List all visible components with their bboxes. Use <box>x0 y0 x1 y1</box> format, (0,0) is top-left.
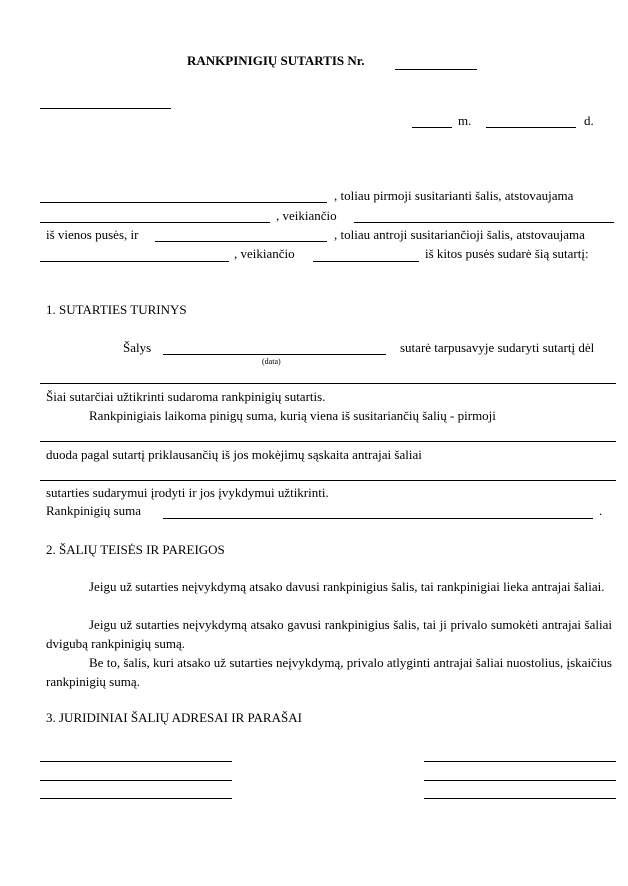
signature-line-left-1[interactable] <box>40 761 232 762</box>
agreement-date-line[interactable] <box>163 354 386 355</box>
second-basis-line[interactable] <box>313 261 419 262</box>
section-1-heading: 1. SUTARTIES TURINYS <box>46 302 187 317</box>
intro-text-3b: , toliau antroji susitariančioji šalis, atstovaujama <box>334 227 585 242</box>
intro-text-1: , toliau pirmoji susitarianti šalis, atstovaujama <box>334 188 574 203</box>
signature-line-left-3[interactable] <box>40 798 232 799</box>
month-line[interactable] <box>412 127 452 128</box>
sutare-text: sutarė tarpusavyje sudaryti sutartį dėl <box>400 340 595 355</box>
place-line[interactable] <box>40 108 171 109</box>
second-representative-line[interactable] <box>40 261 229 262</box>
section-3-heading: 3. JURIDINIAI ŠALIŲ ADRESAI IR PARAŠAI <box>46 710 302 725</box>
section-1-sentence-4: sutarties sudarymui įrodyti ir jos įvykdymui užtikrinti. <box>46 485 329 500</box>
receiving-party-line[interactable] <box>40 480 616 481</box>
salys-label: Šalys <box>123 340 152 355</box>
section-1-sentence-1: Šiai sutarčiai užtikrinti sudaroma rankpinigių sutartis. <box>46 389 326 404</box>
day-label: d. <box>584 113 594 128</box>
signature-line-right-3[interactable] <box>424 798 616 799</box>
deposit-amount-period: . <box>599 503 603 518</box>
section-2-paragraph-1: Jeigu už sutarties neįvykdymą atsako davusi rankpinigius šalis, tai rankpinigiai lieka antrajai šaliai. <box>89 579 605 594</box>
month-label: m. <box>458 113 472 128</box>
first-representative-line[interactable] <box>40 222 270 223</box>
paying-party-line[interactable] <box>40 441 616 442</box>
intro-text-4b: iš kitos pusės sudarė šią sutartį: <box>425 246 589 261</box>
subject-line[interactable] <box>40 383 616 384</box>
document-title: RANKPINIGIŲ SUTARTIS Nr. <box>187 53 365 68</box>
contract-number-line[interactable] <box>395 69 477 70</box>
signature-line-left-2[interactable] <box>40 780 232 781</box>
section-1-sentence-3: duoda pagal sutartį priklausančių iš jos mokėjimų sąskaita antrajai šaliai <box>46 447 422 462</box>
deposit-amount-label: Rankpinigių suma <box>46 503 141 518</box>
section-2-paragraph-3: Be to, šalis, kuri atsako už sutarties neįvykdymą, privalo atlyginti antrajai šaliai nuostolius, įskaičius rankpinigių sumą. <box>46 655 612 689</box>
section-2-paragraph-2: Jeigu už sutarties neįvykdymą atsako gavusi rankpinigius šalis, tai ji privalo sumokėti antrajai šaliai dvigubą rankpinigių sumą. <box>46 617 612 651</box>
intro-text-4a: , veikiančio <box>234 246 295 261</box>
section-1-sentence-2: Rankpinigiais laikoma pinigų suma, kurią viena iš susitariančių šalių - pirmoji <box>89 408 496 423</box>
signature-line-right-1[interactable] <box>424 761 616 762</box>
intro-text-2: , veikiančio <box>276 208 337 223</box>
second-party-line[interactable] <box>155 241 327 242</box>
section-2-heading: 2. ŠALIŲ TEISĖS IR PAREIGOS <box>46 542 225 557</box>
first-party-line[interactable] <box>40 202 327 203</box>
date-caption: (data) <box>262 357 281 366</box>
day-line[interactable] <box>486 127 576 128</box>
deposit-amount-line[interactable] <box>163 518 593 519</box>
intro-text-3a: iš vienos pusės, ir <box>46 227 139 242</box>
first-basis-line[interactable] <box>354 222 614 223</box>
signature-line-right-2[interactable] <box>424 780 616 781</box>
